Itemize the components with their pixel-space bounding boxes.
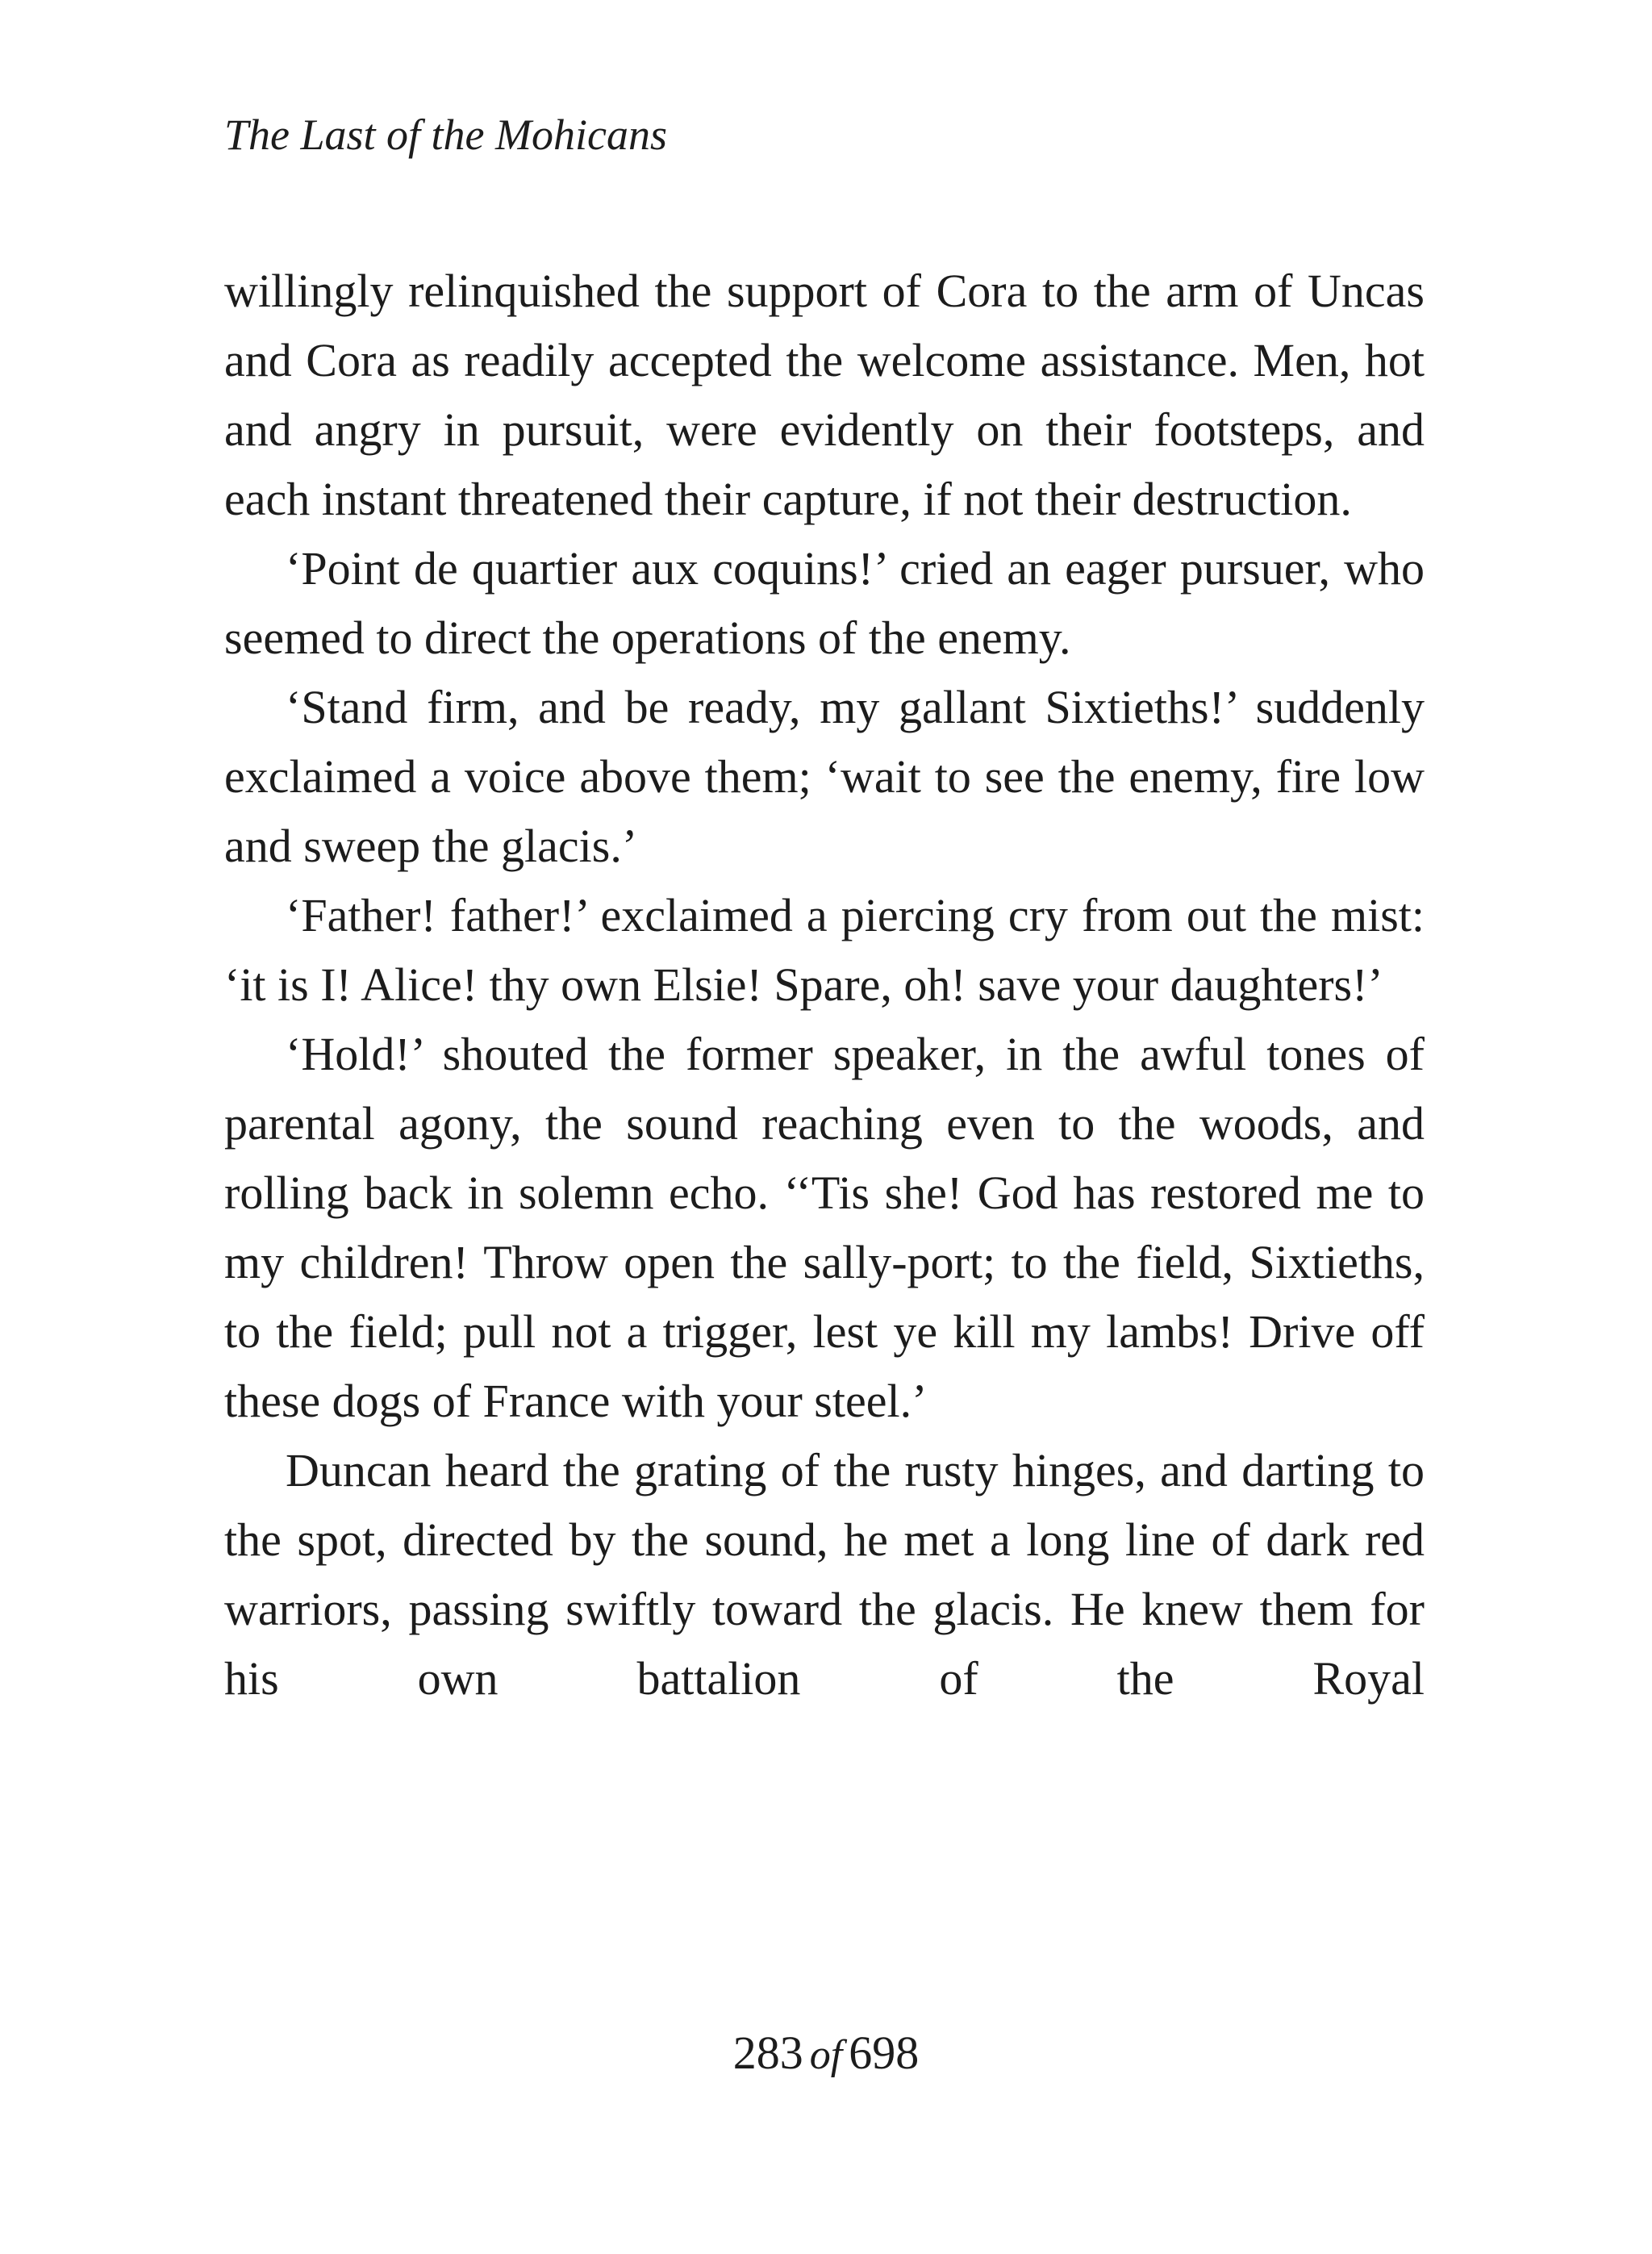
paragraph-3: ‘Stand firm, and be ready, my gallant Sixtieths!’ suddenly exclaimed a voice above them; ‘wait to see the enemy, fire low and sweep the glacis.’ [224,681,1425,872]
page-current: 283 [732,2027,803,2079]
body-text [224,257,1425,1713]
paragraph-6: Duncan heard the grating of the rusty hinges, and darting to the spot, directed by the sound, he met a long line of dark red warriors, passing swiftly toward the glacis. He knew them for his own battalion of the Royal [224,1444,1425,1705]
paragraph-1: willingly relinquished the support of Cora to the arm of Uncas and Cora as readily accepted the welcome assistance. Men, hot and angry in pursuit, were evidently on their footsteps, and each instant threatened their capture, if not their destruction. [224,265,1425,525]
paragraph-4: ‘Father! father!’ exclaimed a piercing cry from out the mist: ‘it is I! Alice! thy own Elsie! Spare, oh! save your daughters!’ [224,889,1425,1011]
page-of-word: of [809,2032,843,2078]
page-number [0,2021,1652,2088]
paragraph-5: ‘Hold!’ shouted the former speaker, in the awful tones of parental agony, the sound reaching even to the woods, and rolling back in solemn echo. ‘‘Tis she! God has restored me to my children! Throw open the sally-port; to the field, Sixtieths, to the field; pull not a trigger, lest ye kill my lambs! Drive off these dogs of France with your steel.’ [224,1028,1425,1427]
page-total: 698 [849,2027,920,2079]
paragraph-2: ‘Point de quartier aux coquins!’ cried an eager pursuer, who seemed to direct the operations of the enemy. [224,542,1425,664]
running-header-title: The Last of the Mohicans [224,111,667,159]
